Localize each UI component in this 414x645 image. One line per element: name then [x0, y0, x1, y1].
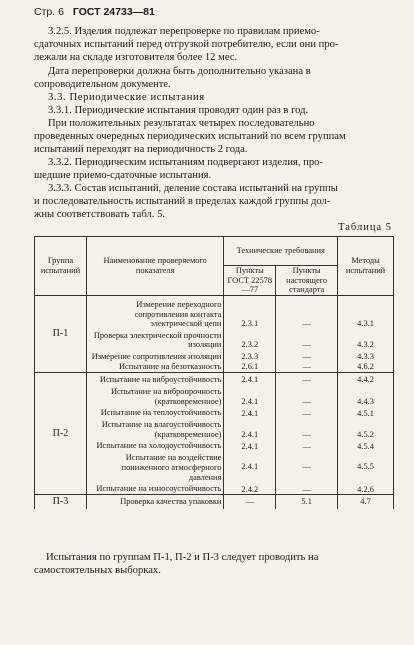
table-cell-name: Испытание на износоустойчивость: [86, 482, 223, 495]
table-cell-gost: —: [224, 495, 276, 510]
test-groups-table: [34, 236, 394, 509]
footer-note: [34, 551, 318, 578]
table-cell-name: Испытание на теплоустойчивость: [86, 406, 223, 418]
table-cell-std: —: [276, 350, 338, 362]
table-cell-gost: 2.4.1: [224, 439, 276, 451]
table-cell-method: 4.5.4: [338, 439, 394, 451]
paragraph-line: При положительных результатах четырех последовательно: [48, 118, 315, 129]
table-cell-gost: 2.4.2: [224, 482, 276, 495]
header-std-items: Пункты настоящего стандарта: [276, 266, 338, 296]
header-tech-req: Технические требования: [224, 237, 338, 266]
header-group: Группа испытаний: [35, 237, 87, 296]
table-caption: Таблица 5: [338, 222, 392, 233]
table-cell-name: Проверка электрической прочности изоляции: [86, 329, 223, 350]
table-cell-method: 4.3.3: [338, 350, 394, 362]
header-methods: Методы испытаний: [338, 237, 394, 296]
table-cell-gost: 2.3.1: [224, 296, 276, 329]
table-cell-std: —: [276, 451, 338, 482]
table-cell-name: Испытание на холодоустойчивость: [86, 439, 223, 451]
group-label: П-1: [35, 296, 87, 373]
footer-line: самостоятельных выборках.: [34, 565, 161, 577]
group-p1: [35, 296, 394, 373]
paragraph-line: 3.2.5. Изделия подлежат перепроверке по правилам приемо-: [48, 26, 320, 37]
table-cell-gost: 2.4.1: [224, 451, 276, 482]
table-cell-gost: 2.6.1: [224, 362, 276, 373]
group-p3: [35, 495, 394, 510]
paragraph-line: шедшие приемо-сдаточные испытания.: [34, 170, 212, 181]
paragraph-line: 3.3.2. Периодическим испытаниям подвергают изделия, про-: [48, 157, 323, 168]
table-cell-std: —: [276, 406, 338, 418]
header-gost-items: Пункты ГОСТ 22578—77: [224, 266, 276, 296]
table-cell-gost: 2.4.1: [224, 406, 276, 418]
paragraph-line: сопроводительном документе.: [34, 79, 171, 90]
table-cell-gost: 2.4.1: [224, 385, 276, 406]
paragraph-line: жны соответствовать табл. 5.: [34, 209, 166, 220]
footer-line: Испытания по группам П-1, П-2 и П-3 следует проводить на: [46, 552, 319, 563]
paragraph-line: проведенных очередных периодических испытаний по всем группам: [34, 131, 346, 142]
group-p2: [35, 372, 394, 494]
page-header: [34, 6, 155, 18]
table-cell-method: 4.6.2: [338, 362, 394, 373]
group-label: П-3: [35, 495, 87, 510]
paragraph-line: 3.3.3. Состав испытаний, деление состава испытаний на группы: [48, 183, 338, 194]
table-cell-std: 5.1: [276, 495, 338, 510]
table-cell-method: 4.5.5: [338, 451, 394, 482]
paragraph-line: и последовательность испытаний в пределах каждой группы дол-: [34, 196, 331, 207]
table-cell-std: —: [276, 372, 338, 385]
table-cell-name: Испытание на безотказность: [86, 362, 223, 373]
paragraph-line: испытаний переходят на периодичность 2 года.: [34, 144, 248, 155]
table-cell-std: —: [276, 385, 338, 406]
table-cell-std: —: [276, 482, 338, 495]
header-name: Наименование проверяемого показателя: [86, 237, 223, 296]
table-cell-std: —: [276, 439, 338, 451]
page-label: Стр. 6: [34, 6, 64, 18]
table-cell-method: 4.3.2: [338, 329, 394, 350]
table-cell-std: —: [276, 362, 338, 373]
table-cell-std: —: [276, 418, 338, 439]
table-cell-name: Измерение переходного сопротивления контакта электрической цепи: [86, 296, 223, 329]
paragraph-line: лежали на складе изготовителя более 12 мес.: [34, 52, 238, 63]
table-cell-method: 4.4.2: [338, 372, 394, 385]
table-cell-method: 4.5.1: [338, 406, 394, 418]
paragraph-line: сдаточных испытаний перед отгрузкой потребителю, если они про-: [34, 39, 339, 50]
table-cell-std: —: [276, 296, 338, 329]
table-cell-gost: 2.4.1: [224, 418, 276, 439]
table-cell-method: 4.3.1: [338, 296, 394, 329]
table-cell-std: —: [276, 329, 338, 350]
table-cell-method: 4.5.2: [338, 418, 394, 439]
table-cell-name: Проверка качества упаковки: [86, 495, 223, 510]
table-cell-gost: 2.4.1: [224, 372, 276, 385]
table-cell-name: Испытание на виброустойчивость: [86, 372, 223, 385]
table-cell-method: 4.2.6: [338, 482, 394, 495]
table-cell-method: 4.4.3: [338, 385, 394, 406]
table-cell-gost: 2.3.3: [224, 350, 276, 362]
group-label: П-2: [35, 372, 87, 494]
section-heading: 3.3. Периодические испытания: [48, 92, 205, 103]
table-cell-name: Измерение сопротивления изоляции: [86, 350, 223, 362]
paragraph-line: 3.3.1. Периодические испытания проводят один раз в год.: [48, 105, 309, 116]
table-cell-method: 4.7: [338, 495, 394, 510]
paragraph-line: Дата перепроверки должна быть дополнительно указана в: [48, 66, 311, 77]
table-cell-gost: 2.3.2: [224, 329, 276, 350]
table-cell-name: Испытание на воздействие пониженного атмосферного давления: [86, 451, 223, 482]
table-cell-name: Испытание на влагоустойчивость (кратковременное): [86, 418, 223, 439]
standard-number: ГОСТ 24733—81: [72, 6, 155, 18]
table-cell-name: Испытание на вибропрочность (кратковременное): [86, 385, 223, 406]
